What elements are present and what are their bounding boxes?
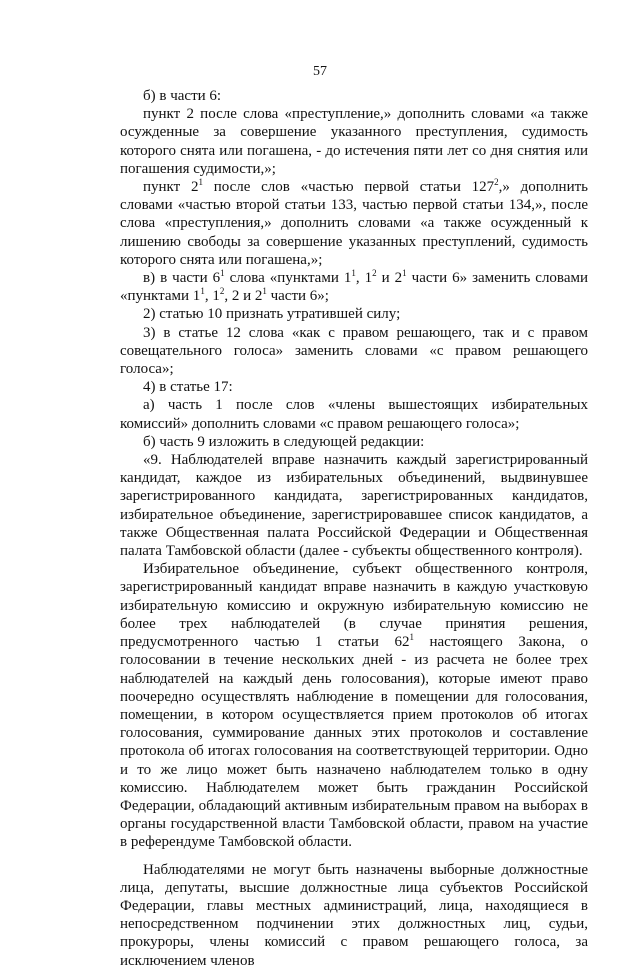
paragraph: «9. Наблюдателей вправе назначить каждый зарегистрированный кандидат, каждое из избирательных объединений, выдвинувшее зарегистрированного кандидата, зарегистрированных кандидатов, избирательное объединение, зарегистрировавшее список кандидатов, а также Общественная палата Российской Федерации и Общественная палата Тамбовской области (далее - субъекты общественного контроля). — [120, 452, 588, 560]
paragraph: 4) в статье 17: — [143, 379, 233, 396]
paragraph: а) часть 1 после слов «члены вышестоящих избирательных комиссий» дополнить словами «с правом решающего голоса»; — [120, 397, 588, 432]
paragraph: 2) статью 10 признать утратившей силу; — [143, 306, 401, 323]
paragraph: пункт $2^1$ после слов «частью первой статьи $127^2$,» дополнить словами «частью второй статьи 133, частью первой статьи 134,», после слова «преступления,» дополнить словами «а также осужденный к лишению свободы за совершение указанных преступлений, судимость которого снята или погашена,»; — [120, 177, 589, 268]
paragraph: Избирательное объединение, субъект общественного контроля, зарегистрированный кандидат вправе назначить в каждую участковую избирательную комиссию и окружную избирательную комиссию не более трех наблюдателей (в случае принятия решения, предусмотренного частью 1 статьи $62^1$ настоящего Закона, о голосовании в течение нескольких дней - из расчета не более трех наблюдателей на каждый день голосования), которые имеют право поочередно осуществлять наблюдение в помещении для голосования, помещении, в котором осуществляется прием протоколов об итогах голосования, суммирование данных этих протоколов и составление протокола об итогах голосования на соответствующей территории. Одно и то же лицо может быть назначено наблюдателем только в одну комиссию. Наблюдателем может быть гражданин Российской Федерации, обладающий активным избирательным правом на выборах в органы государственной власти Тамбовской области, правом на участие в референдуме Тамбовской области. — [120, 561, 588, 851]
paragraph: б) в части 6: — [143, 88, 222, 104]
paragraph: 3) в статье 12 слова «как с правом решающего, так и с правом совещательного голоса» заменить словами «с правом решающего голоса»; — [120, 324, 588, 378]
paragraph: пункт 2 после слова «преступление,» дополнить словами «а также осужденные за совершение указанного преступления, судимость которого снята или погашена, - до истечения пяти лет со дня снятия или погашения судимости,»; — [120, 106, 588, 177]
paragraph-spacer — [120, 852, 588, 861]
paragraph: в) в части $6^1$ слова «пунктами $1^1$, $1^2$ и $2^1$ части 6» заменить словами «пунктами $1^1$, $1^2$, 2 и $2^1$ части 6»; — [120, 268, 588, 305]
paragraph: б) часть 9 изложить в следующей редакции: — [143, 433, 425, 450]
document-body — [120, 87, 588, 970]
paragraph: Наблюдателями не могут быть назначены выборные должностные лица, депутаты, высшие должностные лица субъектов Российской Федерации, главы местных администраций, лица, находящиеся в непосредственном подчинении этих должностных лиц, судьи, прокуроры, члены комиссий с правом решающего голоса, за исключением членов — [120, 861, 588, 969]
page-number: 57 — [313, 64, 327, 79]
